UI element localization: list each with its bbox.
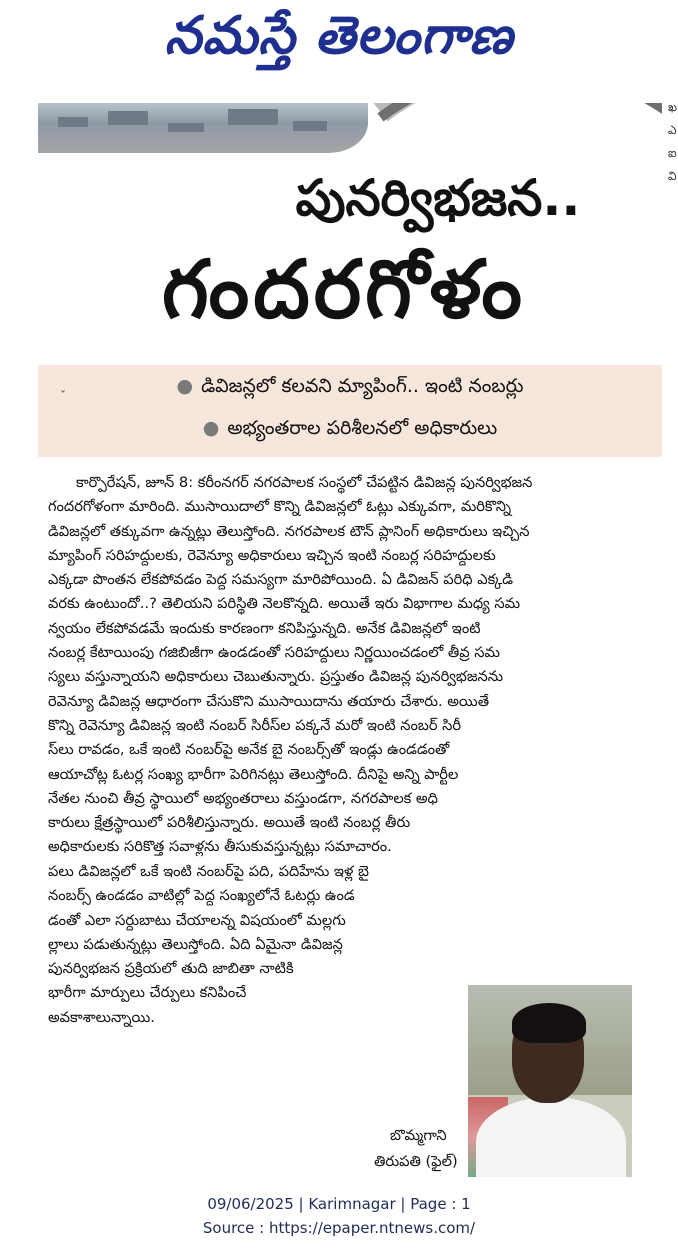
- tick-mark: ˇ: [60, 389, 66, 403]
- body-line: వరకు ఉంటుందో..? తెలియని పరిస్థితి నెలకొన్నది. అయితే ఇరు విభాగాల మధ్య సమ: [48, 595, 521, 613]
- body-line: కారులు క్షేత్రస్థాయిలో పరిశీలిస్తున్నారు. అయితే ఇంటి నంబర్ల తీరు: [48, 814, 411, 832]
- body-line: గందరగోళంగా మారింది. ముసాయిదాలో కొన్ని డివిజన్లలో ఓట్లు ఎక్కువగా, మరికొన్ని: [48, 498, 512, 516]
- body-line: కొన్ని రెవెన్యూ డివిజన్ల ఇంటి నంబర్‌ సిరీస్‌ల పక్కనే మరో ఇంటి నంబర్‌ సిరీ: [48, 716, 462, 734]
- headline-line-1: పునర్విభజన..: [295, 169, 581, 227]
- body-line: కార్పొరేషన్‌, జూన్‌ 8: కరీంనగర్‌ నగరపాలక సంస్థలో చేపట్టిన డివిజన్ల పునర్విభజన: [76, 474, 533, 491]
- bullet-icon: ●: [176, 375, 194, 397]
- body-line: మ్యాపింగ్‌ సరిహద్దులకు, రెవెన్యూ అధికారులు ఇచ్చిన ఇంటి నంబర్ల సరిహద్దులకు: [48, 546, 496, 564]
- body-line: పలు డివిజన్లలో ఒకే ఇంటి నంబర్‌పై పది, పదిహేను ఇళ్ల బై: [48, 863, 369, 880]
- article: [38, 103, 662, 1180]
- footer-source: Source : https://epaper.ntnews.com/: [202, 1219, 476, 1237]
- subhead-2: [38, 417, 662, 444]
- body-line: అధికారులకు సరికొత్త సవాళ్లను తీసుకువస్తున్నట్లు సమాచారం.: [48, 838, 392, 856]
- byline-caption: తిరుపతి (ఫైల్‌): [374, 1153, 458, 1170]
- body-line: ఎక్కడా పొంతన లేకపోవడం పెద్ద సమస్యగా మారిపోయింది. ఏ డివిజన్‌ పరిధి ఎక్కడి: [48, 571, 514, 589]
- subhead-1-text: డివిజన్లలో కలవని మ్యాపింగ్‌.. ఇంటి నంబర్లు: [201, 375, 524, 397]
- headline-line-2: గందరగోళం: [162, 243, 526, 336]
- body-line: రెవెన్యూ డివిజన్ల ఆధారంగా చేసుకొని ముసాయిదాను తయారు చేశారు. అయితే: [48, 692, 490, 710]
- byline-name: బొమ్మగాని: [390, 1127, 447, 1144]
- body-line: నంబర్స్‌ ఉండడం వాటిల్లో పెద్ద సంఖ్యలోనే ఓటర్లు ఉండ: [48, 887, 355, 905]
- body-line: డంతో ఎలా సర్దుబాటు చేయాలన్న విషయంలో మల్లగు: [48, 911, 346, 929]
- body-line: ఆయాచోట్ల ఓటర్ల సంఖ్య భారీగా పెరిగినట్లు తెలుస్తోంది. దీనిపై అన్ని పార్టీల: [48, 765, 459, 783]
- article-body: [48, 471, 658, 860]
- body-line: న్వయం లేకపోవడమే ఇందుకు కారణంగా కనిపిస్తున్నది. అనేక డివిజన్లలో ఇంటి: [48, 619, 481, 637]
- city-aerial-image: [38, 103, 368, 153]
- body-line: నంబర్ల కేటాయింపు గజిబిజీగా ఉండడంతో సరిహద్దులు నిర్ణయించడంలో తీవ్ర సమ: [48, 644, 500, 662]
- subhead-2-text: అభ్యంతరాల పరిశీలనలో అధికారులు: [227, 417, 498, 439]
- body-line: అవకాశాలున్నాయి.: [48, 1008, 155, 1026]
- newspaper-logo: నమస్తే తెలంగాణ: [164, 6, 514, 66]
- body-line: భారీగా మార్పులు చేర్పులు కనిపించే: [48, 984, 247, 1002]
- body-line: నేతల నుంచి తీవ్ర స్థాయిలో అభ్యంతరాలు వస్తుండగా, నగరపాలక అధి: [48, 789, 438, 807]
- footer-date-edition: 09/06/2025 | Karimnagar | Page : 1: [207, 1195, 471, 1213]
- adjacent-article-edge: ఖ ఎ ఐ వి: [668, 100, 678, 183]
- subhead-1: [38, 375, 662, 402]
- bullet-icon: ●: [202, 417, 220, 439]
- body-line: స్‌లు రావడం, ఒకే ఇంటి నంబర్‌పై అనేక బై నంబర్స్‌తో ఇండ్లు ఉండడంతో: [48, 741, 450, 759]
- body-line: పునర్విభజన ప్రక్రియలో తుది జాబితా నాటికి: [48, 960, 294, 978]
- masthead: [0, 0, 678, 100]
- body-line: ల్లాలు పడుతున్నట్లు తెలుస్తోంది. ఏది ఏమైనా డివిజన్ల: [48, 935, 343, 953]
- body-line: డివిజన్లలో తక్కువగా ఉన్నట్లు తెలుస్తోంది. నగరపాలక టౌన్‌ ప్లానింగ్‌ అధికారులు ఇచ్చిన: [48, 522, 530, 540]
- reporter-photo: [468, 985, 632, 1177]
- article-body-continued: [48, 860, 466, 1030]
- body-line: స్యలు వస్తున్నాయని అధికారులు చెబుతున్నారు. ప్రస్తుతం డివిజన్ల పునర్విభజనను: [48, 668, 504, 686]
